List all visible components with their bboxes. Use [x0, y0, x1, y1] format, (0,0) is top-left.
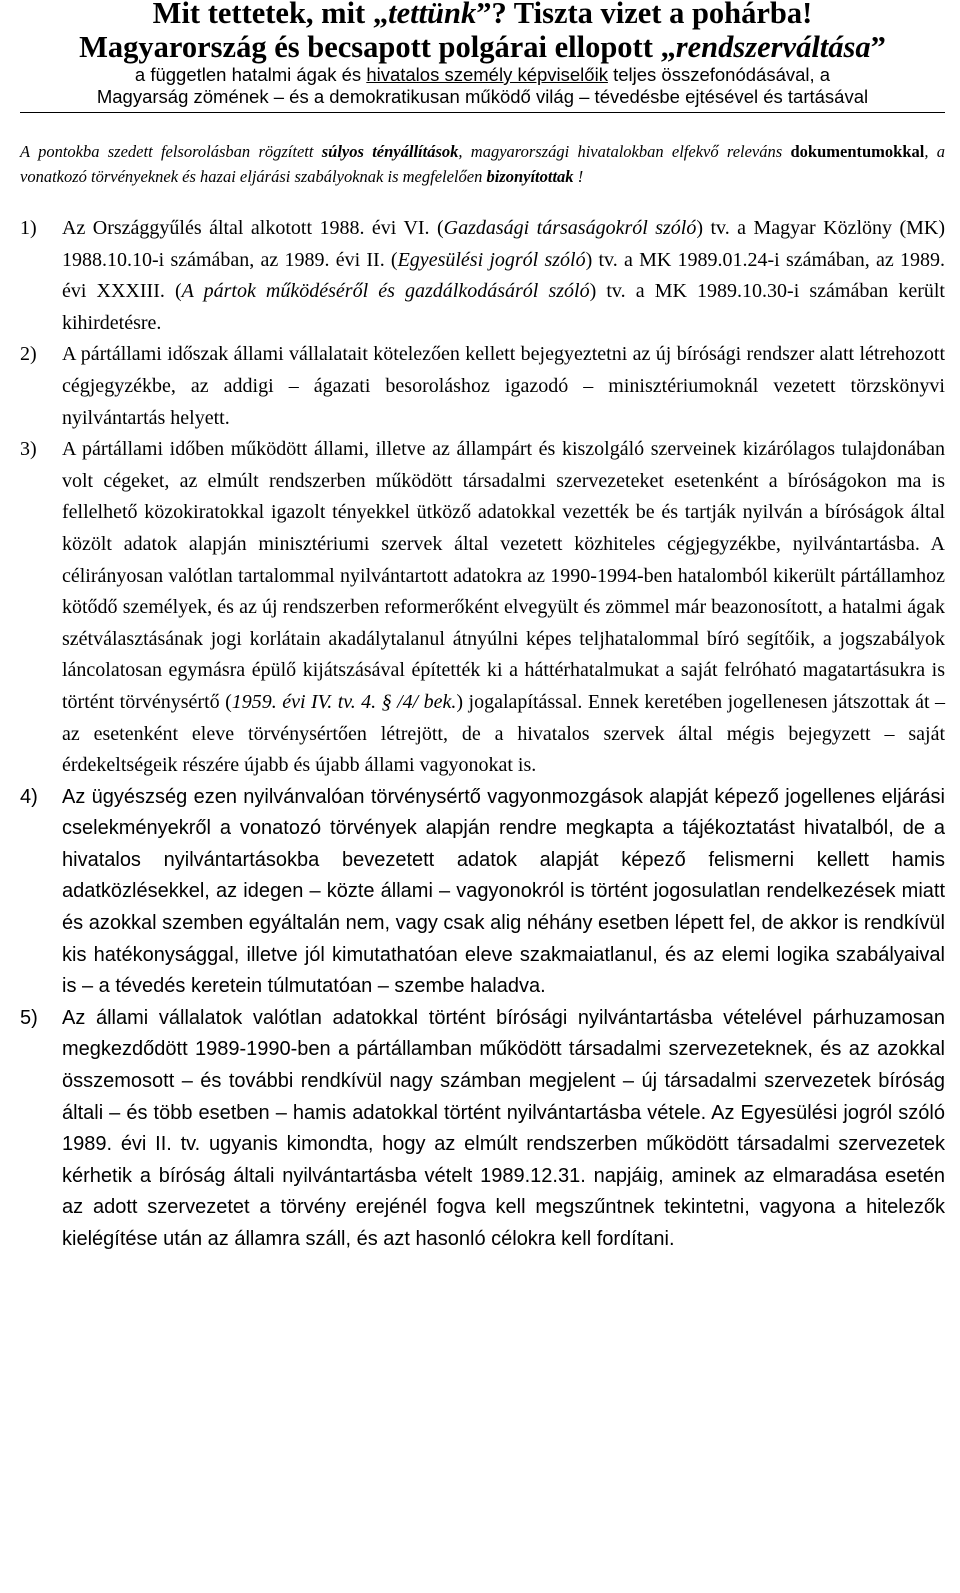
- list-item-number: 3): [20, 438, 37, 461]
- list-item-text: Az ügyészség ezen nyilvánvalóan törvénysértő vagyonmozgások alapját képező jogellenes eljárási cselekményekről a vonatozó törvények alapján rendre megkapta a tájékoztatást hivatalból, de a hivatalos nyilvántartásokba bevezetett adatok alapját képező felismerni kellett hamis adatközlésekkel, az idegen – közte állami – vagyonokról is történt jogosulatlan rendelkezések miatt és azokkal szemben egyáltalán nem, vagy csak alig néhány esetben lépett fel, de akkor is rendkívül kis hatékonysággal, illetve jól kimutathatóan eleve szakmaiatlanul, és az elemi logika szabályaival is – a tévedés keretein túlmutatóan – szembe haladva.: [62, 785, 945, 998]
- intro-text: , a vonatkozó törvényeknek és hazai eljárási szabályoknak is megfelelően: [20, 142, 946, 186]
- list-item-text: ) tv. a Magyar Közlöny (MK) 1988.10.10-i számában, az 1989. évi II. (: [62, 217, 945, 271]
- list-item-text: A pártállami időben működött állami, illetve az állampárt és kiszolgáló szerveinek kizárólagos tulajdonában volt cégeket, az elmúlt rendszerben működött társadalmi szervezeteket esetenként a bíróságokon ma is fellelhető közokiratokkal igazolt tényekkel ütköző adatokkal vezették be és tartják nyilván a bíróságok által közölt adatok alapján minisztériumi szervek által vezetett közhiteles cégjegyzékbe, nyilvántartásba. A célirányosan valótlan tartalommal nyilvántartott adatokra az 1990-1994-ben hatalomból kikerült pártállamhoz kötődő személyek, és az új rendszerben reformerőként elvegyült és zömmel már beazonosított, a hatalmi ágak szétválasztásának jogi korlátain akadálytalanul átnyúlni képes teljhatalommal bíró segítőik, a jogszabályok láncolatosan egymásra épülő kijátszásával építették ki a háttérhatalmukat a saját felróható magatartásukra is történt törvénysértő (: [62, 438, 945, 713]
- list-item: [20, 782, 945, 1003]
- list-item-text: ) tv. a MK 1989.10.30-i számában került kihirdetésre.: [62, 280, 945, 334]
- law-title: Gazdasági társaságokról szóló: [443, 217, 697, 239]
- law-title: A pártok működéséről és gazdálkodásáról szóló: [181, 280, 590, 303]
- intro-bold-text: súlyos tényállítások: [321, 142, 459, 161]
- subtitle-line-2: Magyarság zömének – és a demokratikusan működő világ – tévedésbe ejtésével és tartásával: [96, 86, 869, 107]
- intro-text: !: [573, 167, 584, 186]
- law-title: Egyesülési jogról szóló: [397, 248, 586, 271]
- list-item-number: 2): [20, 343, 37, 366]
- main-title: [20, 0, 945, 30]
- subtitle-part: a független hatalmi ágak és: [134, 64, 367, 85]
- list-item-number: 1): [20, 217, 37, 239]
- numbered-list: [20, 213, 945, 1256]
- list-item-number: 4): [20, 785, 38, 808]
- document-page: [20, 0, 945, 1256]
- intro-bold-text: bizonyítottak: [486, 167, 574, 186]
- subtitle-part: teljes összefonódásával, a: [607, 64, 831, 85]
- subtitle-underlined: hivatalos személy képviselőik: [366, 64, 608, 85]
- list-item: [20, 213, 945, 339]
- list-item-number: 5): [20, 1006, 38, 1029]
- list-item: [20, 339, 945, 434]
- main-title-italic: tettünk: [388, 0, 477, 30]
- second-title-part: ”: [870, 30, 886, 64]
- second-title-italic: rendszerváltása: [675, 30, 871, 64]
- intro-text: A pontokba szedett felsorolásban rögzített: [20, 142, 322, 161]
- document-header: [20, 0, 945, 113]
- list-item-text: A pártállami időszak állami vállalatait kötelezően kellett bejegyeztetni az új bírósági rendszer alatt létrehozott cégjegyzékbe, az addigi – ágazati besoroláshoz igazodó – minisztériumoknál vezetett törzskönyvi nyilvántartás helyett.: [62, 343, 945, 429]
- second-title-part: Magyarország és becsapott polgárai ellopott „: [79, 30, 676, 64]
- main-title-part: Mit tettetek, mit „: [152, 0, 389, 30]
- main-title-part: ”? Tiszta vizet a pohárba!: [476, 0, 813, 30]
- list-item-text: ) tv. a MK 1989.01.24-i számában, az 1989. évi XXXIII. (: [62, 248, 946, 303]
- list-item-text: Az állami vállalatok valótlan adatokkal történt bírósági nyilvántartásba vételével párhuzamosan megkezdődött 1989-1990-ben a pártállamban működött társadalmi szervezeteknek, és az azokkal összemosott – és további rendkívül nagy számban megjelent – új társadalmi szervezetek bíróság általi – és több esetben – hamis adatokkal történt nyilvántartásba vétele. Az Egyesülési jogról szóló 1989. évi II. tv. ugyanis kimondta, hogy az elmúlt rendszerben működött társadalmi szervezetek kérhetik a bíróság általi nyilvántartásba vételt 1989.12.31. napjáig, aminek az elmaradása esetén az adott szervezetet a törvény erejénél fogva kell megszűntnek tekintetni, vagyona a hitelezők kielégítése után az államra száll, és azt hasonló célokra kell fordítani.: [62, 1006, 945, 1250]
- list-item-text: ) jogalapítással. Ennek keretében jogellenesen játszottak át – az esetenként eleve törvénysértően létrejött, de a hivatalos szervek által mégis bejegyzett – saját érdekeltségeik részére újabb és újabb állami vagyonokat is.: [62, 690, 945, 777]
- list-item: [20, 1003, 945, 1256]
- list-item-text: Az Országgyűlés által alkotott 1988. évi VI. (: [62, 217, 444, 239]
- list-item: [20, 434, 945, 782]
- second-title: [20, 30, 945, 64]
- intro-text: , magyarországi hivatalokban elfekvő releváns: [458, 142, 791, 161]
- intro-bold-text: dokumentumokkal: [790, 142, 925, 161]
- law-reference: 1959. évi IV. tv. 4. § /4/ bek.: [231, 690, 457, 713]
- intro-paragraph: [20, 139, 945, 189]
- subtitle-line-1: [20, 64, 945, 86]
